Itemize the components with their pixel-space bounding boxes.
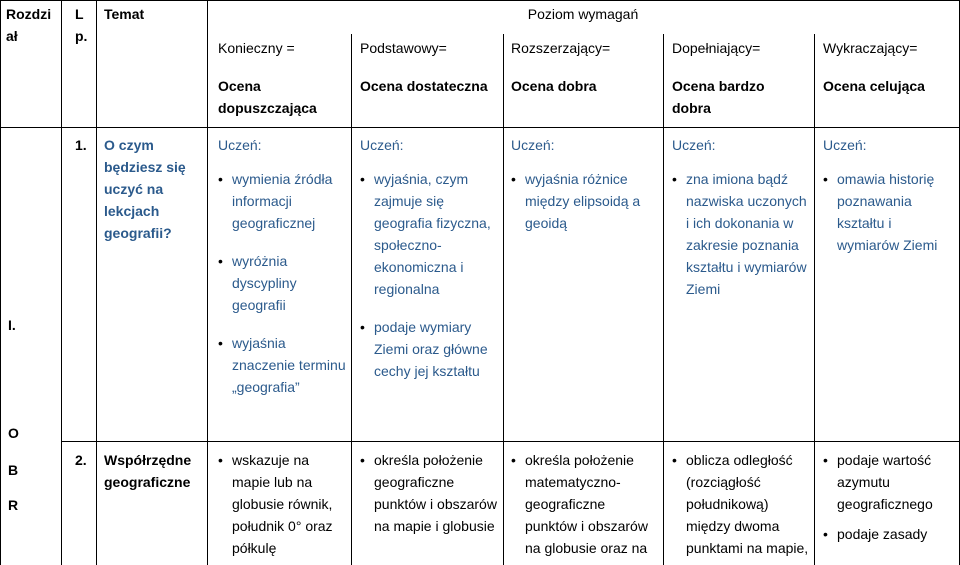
student-label: Uczeń: (511, 137, 555, 153)
list-item: • wyróżnia dyscypliny geografii (218, 250, 346, 316)
row-2-level-1 (218, 449, 346, 559)
requirement-list (823, 168, 957, 256)
list-item: • oblicza odległość (rozciągłość południkową) między dwoma punktami na mapie, (672, 449, 810, 559)
col-divider-level-2 (503, 34, 504, 565)
row-1-level-2 (360, 134, 498, 382)
col-divider-level-3 (663, 34, 664, 565)
level-grade-3: Ocena dobra (511, 78, 597, 94)
requirement-list (672, 449, 810, 559)
header-divider (0, 127, 960, 128)
requirement-list (511, 449, 659, 559)
list-item: • omawia historię poznawania kształtu i wymiarów Ziemi (823, 168, 957, 256)
list-item: • określa położenie geograficzne punktów i obszarów na mapie i globusie (360, 449, 498, 537)
row-2-topic: Współrzędne geograficzne (104, 452, 192, 490)
table-left-border (0, 0, 1, 565)
list-item: • zna imiona bądź nazwiska uczonych i ich dokonania w zakresie poznania kształtu i wymiarów Ziemi (672, 168, 810, 300)
list-item: • podaje wymiary Ziemi oraz główne cechy jej kształtu (360, 316, 498, 382)
requirement-list (672, 168, 810, 300)
section-letter-r: R (8, 497, 19, 513)
section-label: I. (8, 317, 16, 333)
table-top-border (0, 0, 960, 1)
list-item: • podaje wartość azymutu geograficznego (823, 449, 957, 515)
header-lp: L p. (75, 6, 88, 44)
col-divider-level-4 (814, 34, 815, 565)
list-item: • podaje zasady (823, 523, 957, 545)
row-2-lp: 2. (75, 452, 87, 468)
level-grade-1: Ocena dopuszczająca (218, 78, 317, 116)
requirement-list (511, 168, 659, 234)
row-2-level-5 (823, 449, 957, 545)
section-letter-o: O (8, 425, 19, 441)
requirement-list (218, 449, 346, 559)
requirement-list (218, 168, 346, 398)
student-label: Uczeń: (823, 137, 867, 153)
row-1-level-4 (672, 134, 810, 300)
level-label-4: Dopełniający= (672, 40, 761, 56)
list-item: • wyjaśnia, czym zajmuje się geografia fizyczna, społeczno-ekonomiczna i regionalna (360, 168, 498, 300)
row-2-level-2 (360, 449, 498, 537)
list-item: • wyjaśnia znaczenie terminu „geografia” (218, 332, 346, 398)
row-1-level-5 (823, 134, 957, 256)
row-divider (62, 441, 960, 442)
list-item: • wskazuje na mapie lub na globusie równik, południk 0° oraz półkulę (218, 449, 346, 559)
header-section: Rozdział (6, 6, 52, 44)
section-letter-b: B (8, 462, 19, 478)
requirement-list (823, 449, 957, 545)
list-item: • wyjaśnia różnice między elipsoidą a geoidą (511, 168, 659, 234)
header-topic: Temat (104, 6, 145, 22)
row-1-topic: O czym będziesz się uczyć na lekcjach geografii? (104, 137, 186, 241)
level-grade-2: Ocena dostateczna (360, 78, 488, 94)
list-item: • określa położenie matematyczno-geograficzne punktów i obszarów na globusie oraz na (511, 449, 659, 559)
row-1-lp: 1. (75, 137, 87, 153)
student-label: Uczeń: (218, 137, 262, 153)
list-item: • wymienia źródła informacji geograficznej (218, 168, 346, 234)
row-2-level-4 (672, 449, 810, 559)
header-title: Poziom wymagań (527, 6, 639, 22)
col-divider-level-1 (351, 34, 352, 565)
row-1-level-1 (218, 134, 346, 398)
level-grade-4: Ocena bardzo dobra (672, 78, 765, 116)
student-label: Uczeń: (672, 137, 716, 153)
level-label-1: Konieczny = (218, 40, 295, 56)
col-divider-lp (96, 0, 97, 565)
level-label-3: Rozszerzający= (511, 40, 611, 56)
level-grade-5: Ocena celująca (823, 78, 925, 94)
requirement-list (360, 168, 498, 382)
col-divider-section (61, 0, 62, 565)
col-divider-topic (207, 0, 208, 565)
level-label-5: Wykraczający= (823, 40, 918, 56)
student-label: Uczeń: (360, 137, 404, 153)
row-2-level-3 (511, 449, 659, 559)
requirement-list (360, 449, 498, 537)
level-label-2: Podstawowy= (360, 40, 447, 56)
row-1-level-3 (511, 134, 659, 234)
